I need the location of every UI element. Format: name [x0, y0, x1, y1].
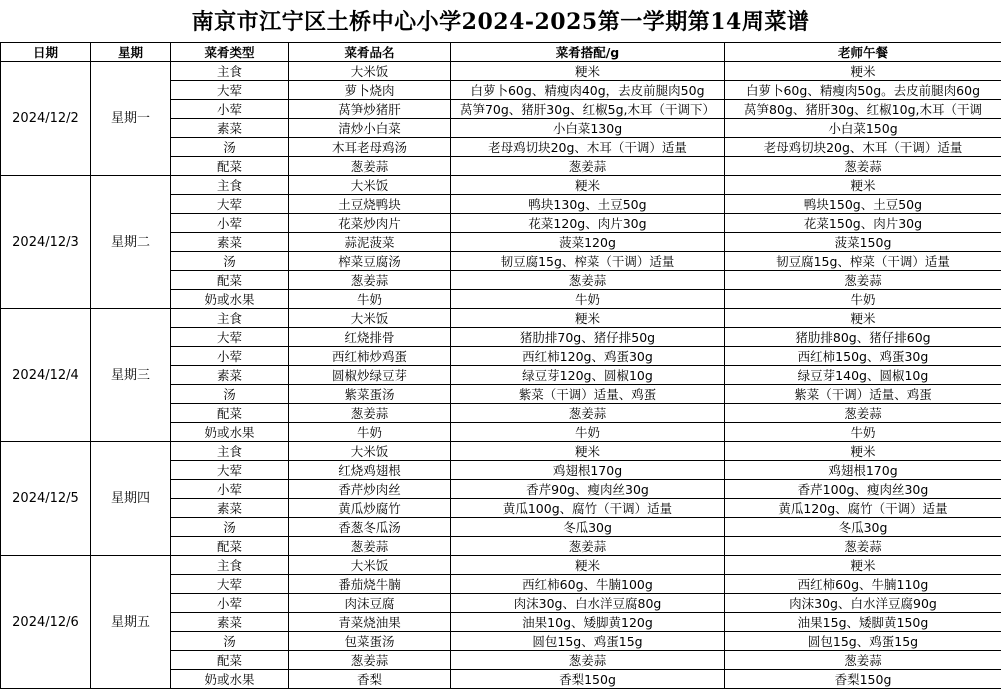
teacher-lunch-cell: 粳米	[725, 442, 1001, 461]
date-cell: 2024/12/2	[1, 62, 91, 176]
dish-mix-cell: 粳米	[451, 556, 725, 575]
teacher-lunch-cell: 粳米	[725, 556, 1001, 575]
dish-type-cell: 配菜	[171, 157, 289, 176]
dish-name-cell: 西红柿炒鸡蛋	[289, 347, 451, 366]
dish-type-cell: 奶或水果	[171, 290, 289, 309]
dish-mix-cell: 白萝卜60g、精瘦肉40g，去皮前腿肉50g	[451, 81, 725, 100]
dish-name-cell: 大米饭	[289, 309, 451, 328]
dish-name-cell: 红烧鸡翅根	[289, 461, 451, 480]
table-row	[1, 309, 1001, 328]
teacher-lunch-cell: 西红柿60g、牛腩110g	[725, 575, 1001, 594]
dish-mix-cell: 肉沫30g、白水洋豆腐80g	[451, 594, 725, 613]
dish-name-cell: 香梨	[289, 670, 451, 689]
teacher-lunch-cell: 牛奶	[725, 423, 1001, 442]
dish-mix-cell: 黄瓜100g、腐竹（干调）适量	[451, 499, 725, 518]
dish-name-cell: 花菜炒肉片	[289, 214, 451, 233]
dish-name-cell: 大米饭	[289, 176, 451, 195]
dish-mix-cell: 老母鸡切块20g、木耳（干调）适量	[451, 138, 725, 157]
dish-name-cell: 紫菜蛋汤	[289, 385, 451, 404]
dish-type-cell: 主食	[171, 556, 289, 575]
dish-type-cell: 配菜	[171, 271, 289, 290]
dish-type-cell: 小荤	[171, 347, 289, 366]
dish-type-cell: 小荤	[171, 100, 289, 119]
dish-name-cell: 葱姜蒜	[289, 537, 451, 556]
date-cell: 2024/12/3	[1, 176, 91, 309]
dish-mix-cell: 紫菜（干调）适量、鸡蛋	[451, 385, 725, 404]
teacher-lunch-cell: 小白菜150g	[725, 119, 1001, 138]
dish-type-cell: 大荤	[171, 81, 289, 100]
weekday-cell: 星期三	[91, 309, 171, 442]
dish-mix-cell: 西红柿120g、鸡蛋30g	[451, 347, 725, 366]
dish-type-cell: 汤	[171, 385, 289, 404]
teacher-lunch-cell: 花菜150g、肉片30g	[725, 214, 1001, 233]
dish-type-cell: 配菜	[171, 651, 289, 670]
dish-name-cell: 葱姜蒜	[289, 651, 451, 670]
teacher-lunch-cell: 黄瓜120g、腐竹（干调）适量	[725, 499, 1001, 518]
teacher-lunch-cell: 猪肋排80g、猪仔排60g	[725, 328, 1001, 347]
header-weekday: 星期	[91, 43, 171, 62]
dish-type-cell: 大荤	[171, 575, 289, 594]
dish-name-cell: 番茄烧牛腩	[289, 575, 451, 594]
dish-type-cell: 主食	[171, 62, 289, 81]
dish-name-cell: 葱姜蒜	[289, 157, 451, 176]
dish-mix-cell: 韧豆腐15g、榨菜（干调）适量	[451, 252, 725, 271]
page-title: 南京市江宁区土桥中心小学2024-2025第一学期第14周菜谱	[191, 9, 810, 35]
teacher-lunch-cell: 粳米	[725, 176, 1001, 195]
weekday-cell: 星期二	[91, 176, 171, 309]
teacher-lunch-cell: 西红柿150g、鸡蛋30g	[725, 347, 1001, 366]
dish-type-cell: 小荤	[171, 594, 289, 613]
teacher-lunch-cell: 葱姜蒜	[725, 271, 1001, 290]
teacher-lunch-cell: 紫菜（干调）适量、鸡蛋	[725, 385, 1001, 404]
dish-name-cell: 圆椒炒绿豆芽	[289, 366, 451, 385]
dish-name-cell: 牛奶	[289, 423, 451, 442]
dish-type-cell: 主食	[171, 442, 289, 461]
dish-mix-cell: 绿豆芽120g、圆椒10g	[451, 366, 725, 385]
dish-type-cell: 奶或水果	[171, 670, 289, 689]
dish-name-cell: 大米饭	[289, 62, 451, 81]
dish-mix-cell: 葱姜蒜	[451, 651, 725, 670]
dish-type-cell: 素菜	[171, 366, 289, 385]
teacher-lunch-cell: 冬瓜30g	[725, 518, 1001, 537]
dish-type-cell: 奶或水果	[171, 423, 289, 442]
teacher-lunch-cell: 肉沫30g、白水洋豆腐90g	[725, 594, 1001, 613]
header-date: 日期	[1, 43, 91, 62]
dish-name-cell: 葱姜蒜	[289, 404, 451, 423]
dish-name-cell: 大米饭	[289, 556, 451, 575]
dish-type-cell: 小荤	[171, 214, 289, 233]
dish-name-cell: 包菜蛋汤	[289, 632, 451, 651]
teacher-lunch-cell: 菠菜150g	[725, 233, 1001, 252]
dish-mix-cell: 粳米	[451, 176, 725, 195]
dish-type-cell: 汤	[171, 518, 289, 537]
dish-type-cell: 素菜	[171, 613, 289, 632]
dish-name-cell: 清炒小白菜	[289, 119, 451, 138]
dish-mix-cell: 牛奶	[451, 423, 725, 442]
dish-name-cell: 大米饭	[289, 442, 451, 461]
dish-mix-cell: 西红柿60g、牛腩100g	[451, 575, 725, 594]
dish-type-cell: 汤	[171, 138, 289, 157]
dish-mix-cell: 油果10g、矮脚黄120g	[451, 613, 725, 632]
date-cell: 2024/12/5	[1, 442, 91, 556]
date-cell: 2024/12/4	[1, 309, 91, 442]
table-row	[1, 556, 1001, 575]
dish-mix-cell: 鸭块130g、土豆50g	[451, 195, 725, 214]
dish-mix-cell: 葱姜蒜	[451, 157, 725, 176]
teacher-lunch-cell: 粳米	[725, 309, 1001, 328]
dish-mix-cell: 粳米	[451, 442, 725, 461]
dish-mix-cell: 莴笋70g、猪肝30g、红椒5g,木耳（干调下）	[451, 100, 725, 119]
dish-mix-cell: 菠菜120g	[451, 233, 725, 252]
header-teacher: 老师午餐	[725, 43, 1001, 62]
dish-mix-cell: 花菜120g、肉片30g	[451, 214, 725, 233]
teacher-lunch-cell: 鸡翅根170g	[725, 461, 1001, 480]
dish-mix-cell: 葱姜蒜	[451, 537, 725, 556]
table-row	[1, 62, 1001, 81]
weekday-cell: 星期五	[91, 556, 171, 689]
dish-mix-cell: 鸡翅根170g	[451, 461, 725, 480]
dish-name-cell: 黄瓜炒腐竹	[289, 499, 451, 518]
dish-name-cell: 葱姜蒜	[289, 271, 451, 290]
teacher-lunch-cell: 老母鸡切块20g、木耳（干调）适量	[725, 138, 1001, 157]
teacher-lunch-cell: 韧豆腐15g、榨菜（干调）适量	[725, 252, 1001, 271]
teacher-lunch-cell: 绿豆芽140g、圆椒10g	[725, 366, 1001, 385]
dish-type-cell: 配菜	[171, 537, 289, 556]
menu-body	[1, 62, 1001, 689]
dish-type-cell: 汤	[171, 252, 289, 271]
dish-name-cell: 木耳老母鸡汤	[289, 138, 451, 157]
teacher-lunch-cell: 粳米	[725, 62, 1001, 81]
teacher-lunch-cell: 香梨150g	[725, 670, 1001, 689]
dish-mix-cell: 粳米	[451, 62, 725, 81]
dish-name-cell: 牛奶	[289, 290, 451, 309]
dish-name-cell: 榨菜豆腐汤	[289, 252, 451, 271]
dish-type-cell: 配菜	[171, 404, 289, 423]
dish-type-cell: 素菜	[171, 499, 289, 518]
teacher-lunch-cell: 葱姜蒜	[725, 651, 1001, 670]
dish-type-cell: 大荤	[171, 195, 289, 214]
dish-mix-cell: 粳米	[451, 309, 725, 328]
dish-type-cell: 主食	[171, 309, 289, 328]
table-row	[1, 176, 1001, 195]
dish-mix-cell: 香芹90g、瘦肉丝30g	[451, 480, 725, 499]
dish-mix-cell: 葱姜蒜	[451, 271, 725, 290]
teacher-lunch-cell: 葱姜蒜	[725, 537, 1001, 556]
header-name: 菜肴品名	[289, 43, 451, 62]
dish-name-cell: 香芹炒肉丝	[289, 480, 451, 499]
teacher-lunch-cell: 香芹100g、瘦肉丝30g	[725, 480, 1001, 499]
teacher-lunch-cell: 圆包15g、鸡蛋15g	[725, 632, 1001, 651]
teacher-lunch-cell: 白萝卜60g、精瘦肉50g。去皮前腿肉60g	[725, 81, 1001, 100]
dish-type-cell: 素菜	[171, 233, 289, 252]
dish-type-cell: 大荤	[171, 328, 289, 347]
dish-name-cell: 土豆烧鸭块	[289, 195, 451, 214]
dish-type-cell: 主食	[171, 176, 289, 195]
dish-mix-cell: 葱姜蒜	[451, 404, 725, 423]
teacher-lunch-cell: 葱姜蒜	[725, 404, 1001, 423]
date-cell: 2024/12/6	[1, 556, 91, 689]
dish-name-cell: 莴笋炒猪肝	[289, 100, 451, 119]
teacher-lunch-cell: 牛奶	[725, 290, 1001, 309]
dish-name-cell: 青菜烧油果	[289, 613, 451, 632]
teacher-lunch-cell: 莴笋80g、猪肝30g、红椒10g,木耳（干调	[725, 100, 1001, 119]
dish-mix-cell: 香梨150g	[451, 670, 725, 689]
dish-mix-cell: 猪肋排70g、猪仔排50g	[451, 328, 725, 347]
dish-mix-cell: 小白菜130g	[451, 119, 725, 138]
teacher-lunch-cell: 油果15g、矮脚黄150g	[725, 613, 1001, 632]
dish-mix-cell: 冬瓜30g	[451, 518, 725, 537]
dish-name-cell: 红烧排骨	[289, 328, 451, 347]
header-row	[1, 43, 1001, 62]
header-mix: 菜肴搭配/g	[451, 43, 725, 62]
teacher-lunch-cell: 鸭块150g、土豆50g	[725, 195, 1001, 214]
dish-type-cell: 汤	[171, 632, 289, 651]
weekday-cell: 星期一	[91, 62, 171, 176]
header-type: 菜肴类型	[171, 43, 289, 62]
menu-table	[0, 42, 1001, 689]
dish-mix-cell: 圆包15g、鸡蛋15g	[451, 632, 725, 651]
dish-mix-cell: 牛奶	[451, 290, 725, 309]
teacher-lunch-cell: 葱姜蒜	[725, 157, 1001, 176]
dish-type-cell: 小荤	[171, 480, 289, 499]
dish-name-cell: 香葱冬瓜汤	[289, 518, 451, 537]
dish-type-cell: 素菜	[171, 119, 289, 138]
dish-name-cell: 蒜泥菠菜	[289, 233, 451, 252]
table-row	[1, 442, 1001, 461]
dish-name-cell: 萝卜烧肉	[289, 81, 451, 100]
dish-type-cell: 大荤	[171, 461, 289, 480]
dish-name-cell: 肉沫豆腐	[289, 594, 451, 613]
weekday-cell: 星期四	[91, 442, 171, 556]
